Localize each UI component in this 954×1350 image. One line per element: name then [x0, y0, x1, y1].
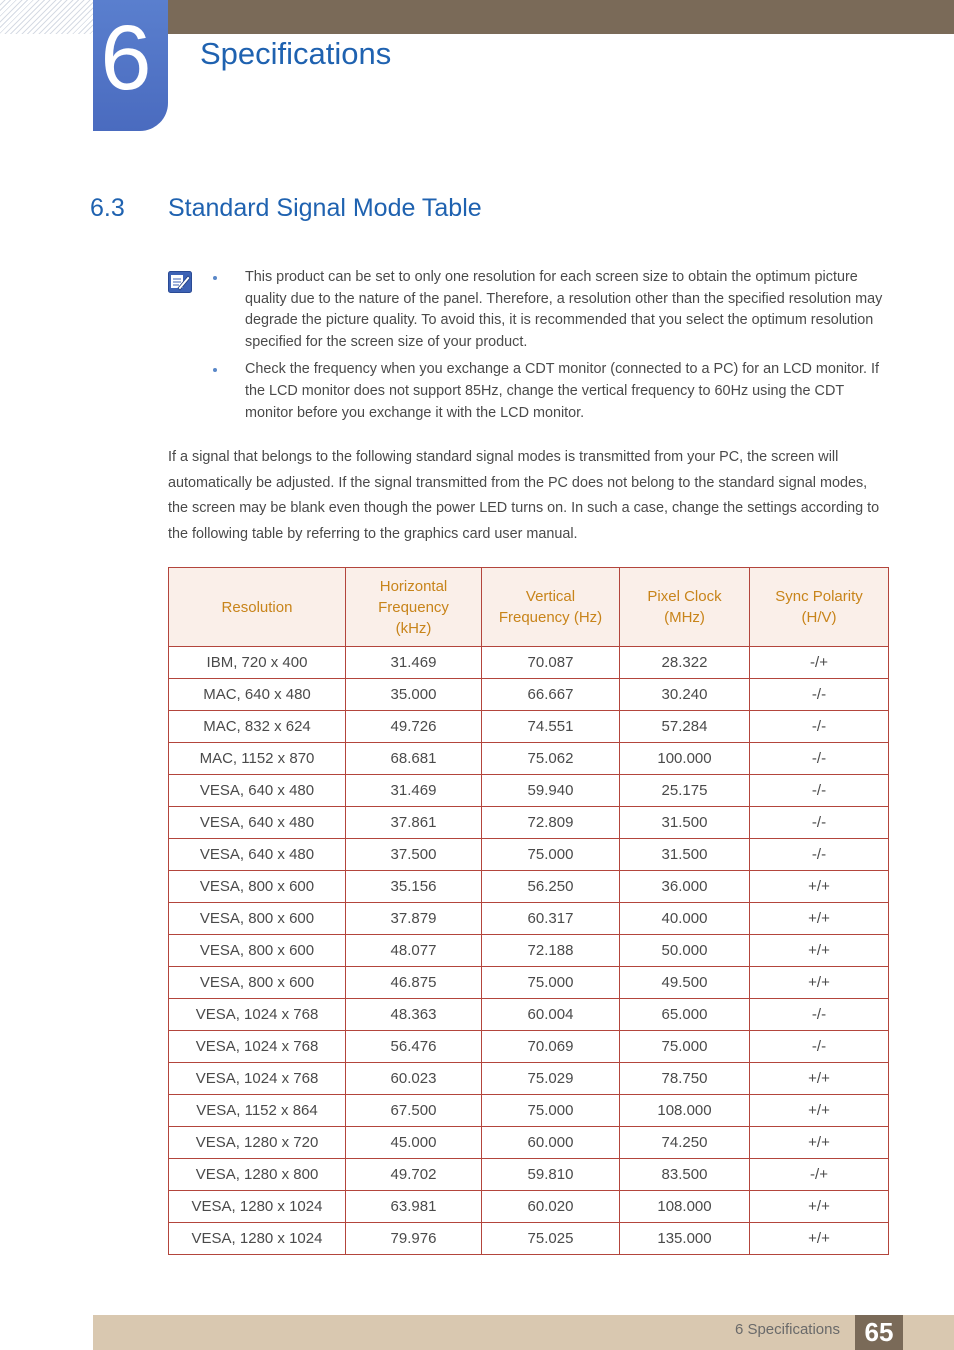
table-cell: 75.000: [620, 1031, 750, 1063]
header-pixel-clock: Pixel Clock (MHz): [620, 568, 750, 647]
table-row: [169, 775, 889, 807]
chapter-number: 6: [100, 7, 152, 109]
table-cell: 36.000: [620, 871, 750, 903]
table-cell: -/-: [750, 839, 889, 871]
header-bar: [168, 0, 954, 34]
table-row: [169, 967, 889, 999]
table-row: [169, 1095, 889, 1127]
table-cell: 79.976: [346, 1223, 482, 1255]
note-pencil-icon: [168, 271, 192, 293]
table-cell: IBM, 720 x 400: [169, 647, 346, 679]
table-cell: VESA, 1024 x 768: [169, 1063, 346, 1095]
table-cell: VESA, 800 x 600: [169, 903, 346, 935]
table-cell: 48.363: [346, 999, 482, 1031]
table-cell: 72.809: [482, 807, 620, 839]
note-item: [208, 359, 888, 424]
header-hatch-decoration: [0, 0, 93, 34]
table-cell: 37.861: [346, 807, 482, 839]
table-cell: -/-: [750, 999, 889, 1031]
signal-mode-table: [168, 567, 889, 1255]
table-cell: VESA, 1280 x 1024: [169, 1191, 346, 1223]
table-row: [169, 679, 889, 711]
table-cell: VESA, 800 x 600: [169, 967, 346, 999]
table-cell: 65.000: [620, 999, 750, 1031]
note-text: Check the frequency when you exchange a CDT monitor (connected to a PC) for an LCD monitor. If the LCD monitor does not support 85Hz, change the vertical frequency to 60Hz using the CDT monitor before you exchange it with the LCD monitor.: [245, 361, 880, 421]
table-cell: 46.875: [346, 967, 482, 999]
table-cell: +/+: [750, 935, 889, 967]
table-cell: 68.681: [346, 743, 482, 775]
table-cell: +/+: [750, 903, 889, 935]
table-cell: 57.284: [620, 711, 750, 743]
table-cell: VESA, 1280 x 800: [169, 1159, 346, 1191]
table-cell: -/-: [750, 711, 889, 743]
table-cell: 74.250: [620, 1127, 750, 1159]
section-title: Standard Signal Mode Table: [168, 194, 482, 222]
table-cell: 31.469: [346, 647, 482, 679]
page-number: 65: [855, 1315, 903, 1350]
table-cell: VESA, 1024 x 768: [169, 999, 346, 1031]
table-cell: +/+: [750, 871, 889, 903]
table-row: [169, 903, 889, 935]
note-list: [208, 267, 888, 430]
table-cell: 75.029: [482, 1063, 620, 1095]
table-cell: -/-: [750, 679, 889, 711]
table-cell: 59.940: [482, 775, 620, 807]
table-cell: VESA, 640 x 480: [169, 839, 346, 871]
table-cell: 49.726: [346, 711, 482, 743]
table-cell: +/+: [750, 967, 889, 999]
table-cell: -/-: [750, 743, 889, 775]
table-cell: 60.317: [482, 903, 620, 935]
table-cell: -/+: [750, 1159, 889, 1191]
table-cell: 72.188: [482, 935, 620, 967]
table-cell: 48.077: [346, 935, 482, 967]
table-cell: 70.069: [482, 1031, 620, 1063]
table-cell: 35.000: [346, 679, 482, 711]
table-row: [169, 1031, 889, 1063]
table-cell: VESA, 640 x 480: [169, 775, 346, 807]
table-cell: 35.156: [346, 871, 482, 903]
table-cell: 37.879: [346, 903, 482, 935]
table-cell: MAC, 1152 x 870: [169, 743, 346, 775]
header-vertical-frequency: Vertical Frequency (Hz): [482, 568, 620, 647]
table-cell: MAC, 832 x 624: [169, 711, 346, 743]
table-cell: 59.810: [482, 1159, 620, 1191]
table-cell: MAC, 640 x 480: [169, 679, 346, 711]
table-row: [169, 935, 889, 967]
table-cell: VESA, 800 x 600: [169, 935, 346, 967]
table-row: [169, 1159, 889, 1191]
table-cell: 37.500: [346, 839, 482, 871]
table-header-row: [169, 568, 889, 647]
table-cell: VESA, 1280 x 1024: [169, 1223, 346, 1255]
table-cell: 66.667: [482, 679, 620, 711]
table-cell: 50.000: [620, 935, 750, 967]
table-cell: 135.000: [620, 1223, 750, 1255]
table-cell: 56.250: [482, 871, 620, 903]
table-cell: 40.000: [620, 903, 750, 935]
table-cell: 31.500: [620, 807, 750, 839]
table-cell: 75.000: [482, 839, 620, 871]
table-cell: +/+: [750, 1063, 889, 1095]
table-row: [169, 839, 889, 871]
table-cell: +/+: [750, 1191, 889, 1223]
table-cell: -/-: [750, 1031, 889, 1063]
table-cell: 60.004: [482, 999, 620, 1031]
header-resolution: Resolution: [169, 568, 346, 647]
table-row: [169, 711, 889, 743]
table-cell: 75.062: [482, 743, 620, 775]
note-text: This product can be set to only one resolution for each screen size to obtain the optimum picture quality due to the nature of the panel. Therefore, a resolution other than the specified resolution may degrade the picture quality. To avoid this, it is recommended that you select the optimum resolution specified for the screen size of your product.: [245, 269, 883, 350]
table-row: [169, 1223, 889, 1255]
table-row: [169, 743, 889, 775]
intro-paragraph: If a signal that belongs to the following standard signal modes is transmitted from your PC, the screen will automatically be adjusted. If the signal transmitted from the PC does not belong to the standard signal modes, the screen may be blank even though the power LED turns on. In such a case, change the settings according to the following table by referring to the graphics card user manual.: [168, 449, 880, 542]
table-cell: 83.500: [620, 1159, 750, 1191]
table-cell: 28.322: [620, 647, 750, 679]
table-row: [169, 1127, 889, 1159]
table-cell: 60.020: [482, 1191, 620, 1223]
table-cell: 31.469: [346, 775, 482, 807]
table-cell: 108.000: [620, 1191, 750, 1223]
table-row: [169, 871, 889, 903]
table-cell: VESA, 1152 x 864: [169, 1095, 346, 1127]
table-cell: 56.476: [346, 1031, 482, 1063]
table-cell: 25.175: [620, 775, 750, 807]
bullet-icon: [213, 368, 217, 372]
table-row: [169, 807, 889, 839]
table-cell: 30.240: [620, 679, 750, 711]
table-cell: 70.087: [482, 647, 620, 679]
section-number: 6.3: [90, 194, 125, 222]
table-cell: -/-: [750, 775, 889, 807]
header-sync-polarity: Sync Polarity (H/V): [750, 568, 889, 647]
table-row: [169, 999, 889, 1031]
table-cell: 60.000: [482, 1127, 620, 1159]
table-cell: 31.500: [620, 839, 750, 871]
table-cell: +/+: [750, 1095, 889, 1127]
table-cell: 49.702: [346, 1159, 482, 1191]
table-cell: 100.000: [620, 743, 750, 775]
table-cell: 108.000: [620, 1095, 750, 1127]
table-cell: 75.000: [482, 1095, 620, 1127]
chapter-title: Specifications: [200, 36, 392, 71]
note-item: [208, 267, 888, 353]
bullet-icon: [213, 276, 217, 280]
table-body: [169, 647, 889, 1255]
footer-label: 6 Specifications: [734, 1321, 840, 1338]
table-cell: 75.000: [482, 967, 620, 999]
table-row: [169, 1063, 889, 1095]
table-cell: 45.000: [346, 1127, 482, 1159]
table-cell: -/+: [750, 647, 889, 679]
table-cell: 78.750: [620, 1063, 750, 1095]
table-cell: 67.500: [346, 1095, 482, 1127]
table-cell: 63.981: [346, 1191, 482, 1223]
table-row: [169, 647, 889, 679]
table-cell: VESA, 1024 x 768: [169, 1031, 346, 1063]
header-horizontal-frequency: Horizontal Frequency (kHz): [346, 568, 482, 647]
table-cell: +/+: [750, 1223, 889, 1255]
table-cell: 74.551: [482, 711, 620, 743]
table-cell: VESA, 640 x 480: [169, 807, 346, 839]
table-cell: +/+: [750, 1127, 889, 1159]
table-cell: -/-: [750, 807, 889, 839]
table-cell: 75.025: [482, 1223, 620, 1255]
table-row: [169, 1191, 889, 1223]
table-cell: 60.023: [346, 1063, 482, 1095]
table-cell: VESA, 800 x 600: [169, 871, 346, 903]
table-cell: VESA, 1280 x 720: [169, 1127, 346, 1159]
table-cell: 49.500: [620, 967, 750, 999]
